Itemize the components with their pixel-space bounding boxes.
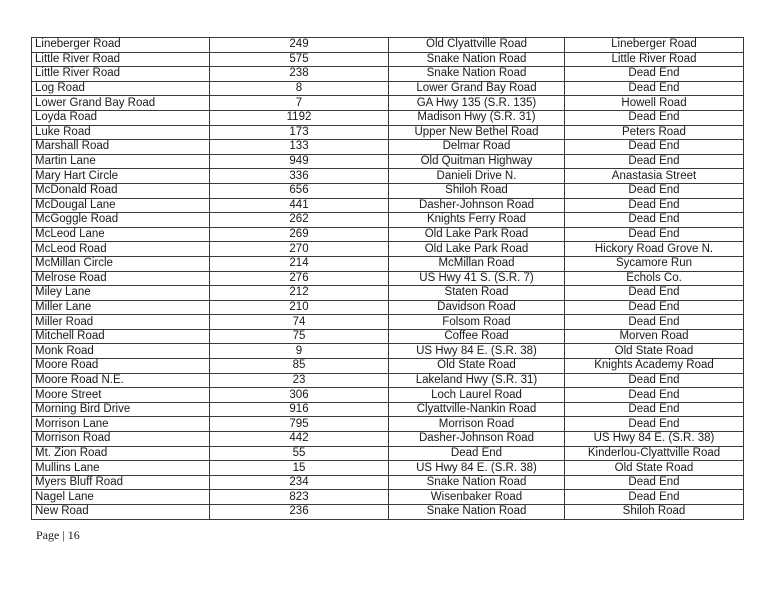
road-name-cell: Mullins Lane xyxy=(32,461,210,476)
road-name-cell: McLeod Road xyxy=(32,242,210,257)
road-name-cell: Nagel Lane xyxy=(32,490,210,505)
road-table xyxy=(31,37,744,520)
road-from-cell: Danieli Drive N. xyxy=(389,169,565,184)
table-row xyxy=(32,198,744,213)
table-row xyxy=(32,461,744,476)
road-length-cell: 234 xyxy=(210,475,389,490)
road-from-cell: Old Lake Park Road xyxy=(389,227,565,242)
road-from-cell: Snake Nation Road xyxy=(389,505,565,520)
road-from-cell: Old Lake Park Road xyxy=(389,242,565,257)
road-to-cell: Old State Road xyxy=(565,461,744,476)
road-to-cell: Dead End xyxy=(565,81,744,96)
road-length-cell: 7 xyxy=(210,96,389,111)
table-row xyxy=(32,256,744,271)
road-from-cell: Dead End xyxy=(389,446,565,461)
road-length-cell: 249 xyxy=(210,38,389,53)
road-length-cell: 75 xyxy=(210,329,389,344)
table-row xyxy=(32,125,744,140)
road-length-cell: 442 xyxy=(210,432,389,447)
road-length-cell: 656 xyxy=(210,183,389,198)
road-name-cell: Luke Road xyxy=(32,125,210,140)
road-to-cell: Lineberger Road xyxy=(565,38,744,53)
road-length-cell: 55 xyxy=(210,446,389,461)
road-to-cell: Dead End xyxy=(565,402,744,417)
table-row xyxy=(32,300,744,315)
road-name-cell: Miller Road xyxy=(32,315,210,330)
road-name-cell: Moore Street xyxy=(32,388,210,403)
table-row xyxy=(32,490,744,505)
road-to-cell: Dead End xyxy=(565,490,744,505)
road-from-cell: US Hwy 84 E. (S.R. 38) xyxy=(389,344,565,359)
road-name-cell: Log Road xyxy=(32,81,210,96)
road-name-cell: Moore Road xyxy=(32,359,210,374)
road-from-cell: Snake Nation Road xyxy=(389,52,565,67)
road-name-cell: Loyda Road xyxy=(32,110,210,125)
road-from-cell: Knights Ferry Road xyxy=(389,213,565,228)
road-name-cell: New Road xyxy=(32,505,210,520)
road-to-cell: Dead End xyxy=(565,213,744,228)
table-row xyxy=(32,286,744,301)
road-to-cell: Hickory Road Grove N. xyxy=(565,242,744,257)
road-length-cell: 15 xyxy=(210,461,389,476)
table-row xyxy=(32,475,744,490)
table-row xyxy=(32,417,744,432)
road-to-cell: Peters Road xyxy=(565,125,744,140)
road-from-cell: Lakeland Hwy (S.R. 31) xyxy=(389,373,565,388)
road-name-cell: Morrison Road xyxy=(32,432,210,447)
road-name-cell: Little River Road xyxy=(32,67,210,82)
table-row xyxy=(32,110,744,125)
road-length-cell: 441 xyxy=(210,198,389,213)
road-to-cell: Howell Road xyxy=(565,96,744,111)
road-length-cell: 9 xyxy=(210,344,389,359)
road-from-cell: Old Clyattville Road xyxy=(389,38,565,53)
road-to-cell: Dead End xyxy=(565,417,744,432)
road-from-cell: US Hwy 41 S. (S.R. 7) xyxy=(389,271,565,286)
road-to-cell: Dead End xyxy=(565,286,744,301)
road-table-body xyxy=(32,38,744,520)
table-row xyxy=(32,388,744,403)
road-name-cell: Morrison Lane xyxy=(32,417,210,432)
road-to-cell: Dead End xyxy=(565,140,744,155)
table-row xyxy=(32,67,744,82)
road-to-cell: Dead End xyxy=(565,67,744,82)
road-to-cell: Old State Road xyxy=(565,344,744,359)
table-row xyxy=(32,505,744,520)
road-from-cell: Wisenbaker Road xyxy=(389,490,565,505)
road-to-cell: Dead End xyxy=(565,110,744,125)
table-row xyxy=(32,373,744,388)
road-from-cell: Snake Nation Road xyxy=(389,475,565,490)
road-name-cell: Mt. Zion Road xyxy=(32,446,210,461)
road-length-cell: 1192 xyxy=(210,110,389,125)
table-row xyxy=(32,271,744,286)
road-length-cell: 949 xyxy=(210,154,389,169)
table-row xyxy=(32,81,744,96)
road-from-cell: GA Hwy 135 (S.R. 135) xyxy=(389,96,565,111)
road-from-cell: Old State Road xyxy=(389,359,565,374)
road-name-cell: McDonald Road xyxy=(32,183,210,198)
road-name-cell: Miller Lane xyxy=(32,300,210,315)
road-name-cell: Lineberger Road xyxy=(32,38,210,53)
road-length-cell: 238 xyxy=(210,67,389,82)
road-from-cell: Dasher-Johnson Road xyxy=(389,198,565,213)
road-length-cell: 306 xyxy=(210,388,389,403)
road-to-cell: Dead End xyxy=(565,300,744,315)
road-to-cell: Anastasia Street xyxy=(565,169,744,184)
road-to-cell: Echols Co. xyxy=(565,271,744,286)
table-row xyxy=(32,183,744,198)
road-to-cell: Dead End xyxy=(565,373,744,388)
road-name-cell: McGoggle Road xyxy=(32,213,210,228)
road-from-cell: Morrison Road xyxy=(389,417,565,432)
table-row xyxy=(32,446,744,461)
road-name-cell: Martin Lane xyxy=(32,154,210,169)
road-to-cell: US Hwy 84 E. (S.R. 38) xyxy=(565,432,744,447)
road-length-cell: 8 xyxy=(210,81,389,96)
road-length-cell: 262 xyxy=(210,213,389,228)
road-name-cell: Mitchell Road xyxy=(32,329,210,344)
road-from-cell: Loch Laurel Road xyxy=(389,388,565,403)
road-name-cell: Morning Bird Drive xyxy=(32,402,210,417)
road-to-cell: Little River Road xyxy=(565,52,744,67)
table-row xyxy=(32,140,744,155)
table-row xyxy=(32,154,744,169)
road-from-cell: Delmar Road xyxy=(389,140,565,155)
table-row xyxy=(32,315,744,330)
table-row xyxy=(32,432,744,447)
table-row xyxy=(32,227,744,242)
road-from-cell: Staten Road xyxy=(389,286,565,301)
road-length-cell: 823 xyxy=(210,490,389,505)
road-length-cell: 85 xyxy=(210,359,389,374)
table-row xyxy=(32,38,744,53)
road-length-cell: 916 xyxy=(210,402,389,417)
road-name-cell: McDougal Lane xyxy=(32,198,210,213)
road-to-cell: Dead End xyxy=(565,475,744,490)
table-row xyxy=(32,359,744,374)
road-from-cell: Shiloh Road xyxy=(389,183,565,198)
road-name-cell: Melrose Road xyxy=(32,271,210,286)
road-length-cell: 276 xyxy=(210,271,389,286)
road-to-cell: Dead End xyxy=(565,227,744,242)
road-length-cell: 210 xyxy=(210,300,389,315)
road-to-cell: Shiloh Road xyxy=(565,505,744,520)
table-row xyxy=(32,402,744,417)
road-name-cell: Lower Grand Bay Road xyxy=(32,96,210,111)
road-to-cell: Kinderlou-Clyattville Road xyxy=(565,446,744,461)
road-name-cell: Moore Road N.E. xyxy=(32,373,210,388)
table-row xyxy=(32,213,744,228)
road-from-cell: Madison Hwy (S.R. 31) xyxy=(389,110,565,125)
road-to-cell: Dead End xyxy=(565,315,744,330)
road-name-cell: Myers Bluff Road xyxy=(32,475,210,490)
page-number: Page | 16 xyxy=(36,528,80,542)
road-from-cell: US Hwy 84 E. (S.R. 38) xyxy=(389,461,565,476)
road-from-cell: Folsom Road xyxy=(389,315,565,330)
table-row xyxy=(32,169,744,184)
table-row xyxy=(32,96,744,111)
road-length-cell: 23 xyxy=(210,373,389,388)
road-length-cell: 795 xyxy=(210,417,389,432)
road-length-cell: 575 xyxy=(210,52,389,67)
road-name-cell: McMillan Circle xyxy=(32,256,210,271)
road-length-cell: 133 xyxy=(210,140,389,155)
road-length-cell: 236 xyxy=(210,505,389,520)
road-length-cell: 212 xyxy=(210,286,389,301)
road-name-cell: Miley Lane xyxy=(32,286,210,301)
road-to-cell: Dead End xyxy=(565,183,744,198)
road-from-cell: McMillan Road xyxy=(389,256,565,271)
table-row xyxy=(32,52,744,67)
road-to-cell: Dead End xyxy=(565,154,744,169)
table-row xyxy=(32,242,744,257)
road-length-cell: 269 xyxy=(210,227,389,242)
road-from-cell: Lower Grand Bay Road xyxy=(389,81,565,96)
road-from-cell: Upper New Bethel Road xyxy=(389,125,565,140)
road-length-cell: 74 xyxy=(210,315,389,330)
road-from-cell: Dasher-Johnson Road xyxy=(389,432,565,447)
table-row xyxy=(32,344,744,359)
road-name-cell: Marshall Road xyxy=(32,140,210,155)
road-from-cell: Old Quitman Highway xyxy=(389,154,565,169)
table-row xyxy=(32,329,744,344)
road-from-cell: Snake Nation Road xyxy=(389,67,565,82)
road-to-cell: Dead End xyxy=(565,198,744,213)
road-name-cell: Little River Road xyxy=(32,52,210,67)
road-to-cell: Morven Road xyxy=(565,329,744,344)
road-length-cell: 173 xyxy=(210,125,389,140)
road-length-cell: 336 xyxy=(210,169,389,184)
road-length-cell: 270 xyxy=(210,242,389,257)
road-name-cell: Mary Hart Circle xyxy=(32,169,210,184)
road-to-cell: Dead End xyxy=(565,388,744,403)
road-from-cell: Davidson Road xyxy=(389,300,565,315)
road-name-cell: Monk Road xyxy=(32,344,210,359)
road-length-cell: 214 xyxy=(210,256,389,271)
road-to-cell: Knights Academy Road xyxy=(565,359,744,374)
road-from-cell: Coffee Road xyxy=(389,329,565,344)
road-name-cell: McLeod Lane xyxy=(32,227,210,242)
road-to-cell: Sycamore Run xyxy=(565,256,744,271)
road-from-cell: Clyattville-Nankin Road xyxy=(389,402,565,417)
